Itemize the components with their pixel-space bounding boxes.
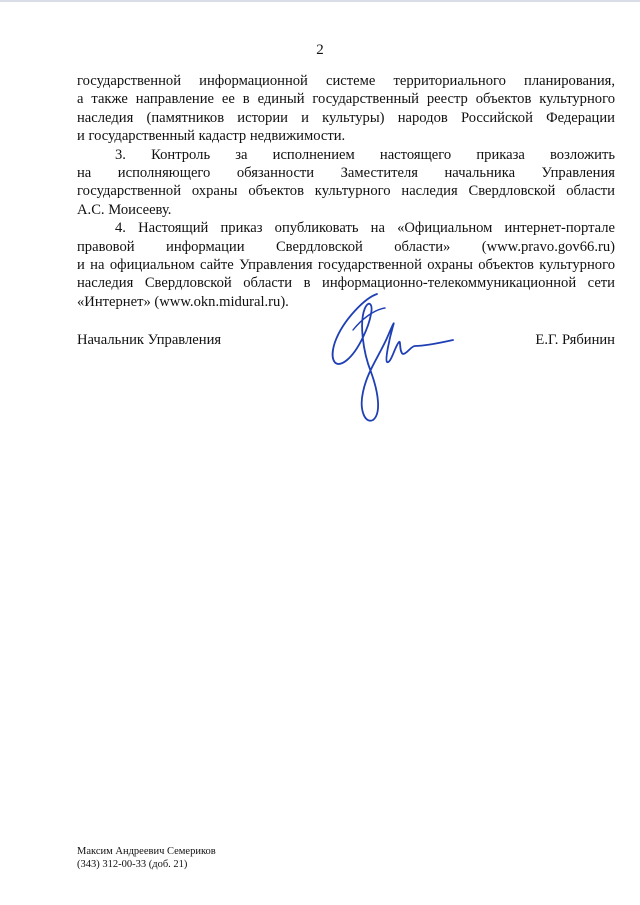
body-line: «Интернет» (www.okn.midural.ru). (77, 293, 289, 310)
body-line: на исполняющего обязанности Заместителя начальника Управления (77, 164, 615, 181)
body-line: и на официальном сайте Управления государственной охраны объектов культурного (77, 256, 615, 273)
body-line: государственной охраны объектов культурного наследия Свердловской области (77, 183, 615, 200)
clause-3-line: 3. Контроль за исполнением настоящего приказа возложить (115, 146, 615, 163)
executor-name: Максим Андреевич Семериков (77, 846, 216, 857)
order-text (77, 72, 615, 311)
body-line: а также направление ее в единый государственный реестр объектов культурного (77, 91, 615, 108)
signatory-title: Начальник Управления (77, 332, 222, 348)
scan-edge (0, 0, 640, 2)
signature-block (77, 331, 615, 351)
page-number: 2 (316, 42, 324, 58)
handwritten-signature (325, 290, 460, 425)
body-line: государственной информационной системе территориального планирования, (77, 73, 615, 89)
body-line: А.С. Моисееву. (77, 201, 172, 218)
body-line: наследия (памятников истории и культуры) народов Российской Федерации (77, 109, 615, 126)
clause-4-line: 4. Настоящий приказ опубликовать на «Официальном интернет-портале (115, 220, 615, 237)
body-line: наследия Свердловской области в информационно-телекоммуникационной сети (77, 275, 615, 292)
signatory-name: Е.Г. Рябинин (535, 332, 615, 348)
body-line: и государственный кадастр недвижимости. (77, 128, 346, 145)
executor-phone: (343) 312-00-33 (доб. 21) (77, 859, 188, 870)
body-line: правовой информации Свердловской области» (www.pravo.gov66.ru) (77, 238, 615, 255)
executor-info (77, 845, 216, 871)
